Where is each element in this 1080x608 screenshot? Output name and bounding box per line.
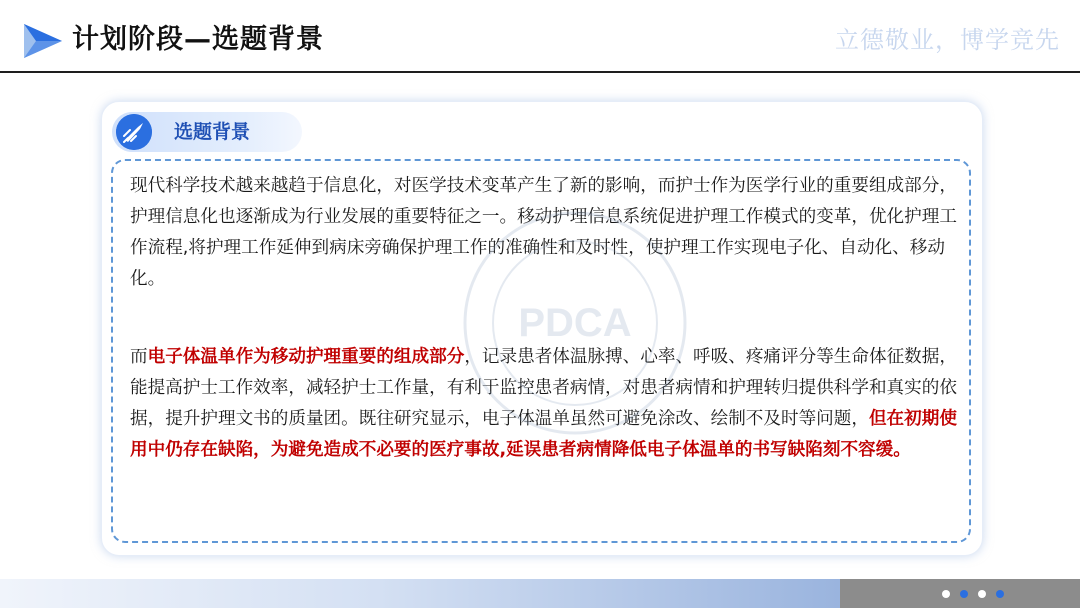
- dot-icon: [960, 590, 968, 598]
- highlight-text-1: 电子体温单作为移动护理重要的组成部分: [147, 347, 465, 367]
- dot-icon: [942, 590, 950, 598]
- dot-icon: [996, 590, 1004, 598]
- paragraph-middle: ，记录患者体温脉搏、心率、呼吸、疼痛评分等生命体征数据，能提高护士工作效率，减轻护士工作量，有利于监控患者病情，对患者病情和护理转归提供科学和真实的依据，提升护理文书的质量团。既往研究显示，电子体温单虽然可避免涂改、绘制不及时等问题，: [130, 347, 957, 429]
- header-divider: [0, 71, 1080, 73]
- footer-gradient-bar: [0, 579, 840, 608]
- rocket-icon: [116, 114, 152, 150]
- play-arrow-icon: [22, 22, 64, 60]
- page-title: 计划阶段—选题背景: [72, 24, 324, 55]
- paragraph-intro: 现代科学技术越来越趋于信息化，对医学技术变革产生了新的影响，而护士作为医学行业的重要组成部分，护理信息化也逐渐成为行业发展的重要特征之一。移动护理信息系统促进护理工作模式的变革，优化护理工作流程,将护理工作延伸到病床旁确保护理工作的准确性和及时性，使护理工作实现电子化、自动化、移动化。: [130, 176, 957, 289]
- slide-header: [0, 0, 1080, 72]
- slide-footer: [0, 579, 1080, 608]
- watermark-text: PDCA: [518, 301, 632, 345]
- section-tag: [112, 112, 302, 152]
- motto-text: 立德敬业，博学竞先: [835, 26, 1060, 54]
- dot-icon: [978, 590, 986, 598]
- paragraph-prefix: 而: [130, 347, 148, 367]
- section-tag-label: 选题背景: [174, 121, 251, 143]
- pdca-watermark: [460, 208, 690, 438]
- highlight-text-2: 但在初期使用中仍存在缺陷，为避免造成不必要的医疗事故,延误患者病情降低电子体温单的书写缺陷刻不容缓。: [130, 409, 957, 460]
